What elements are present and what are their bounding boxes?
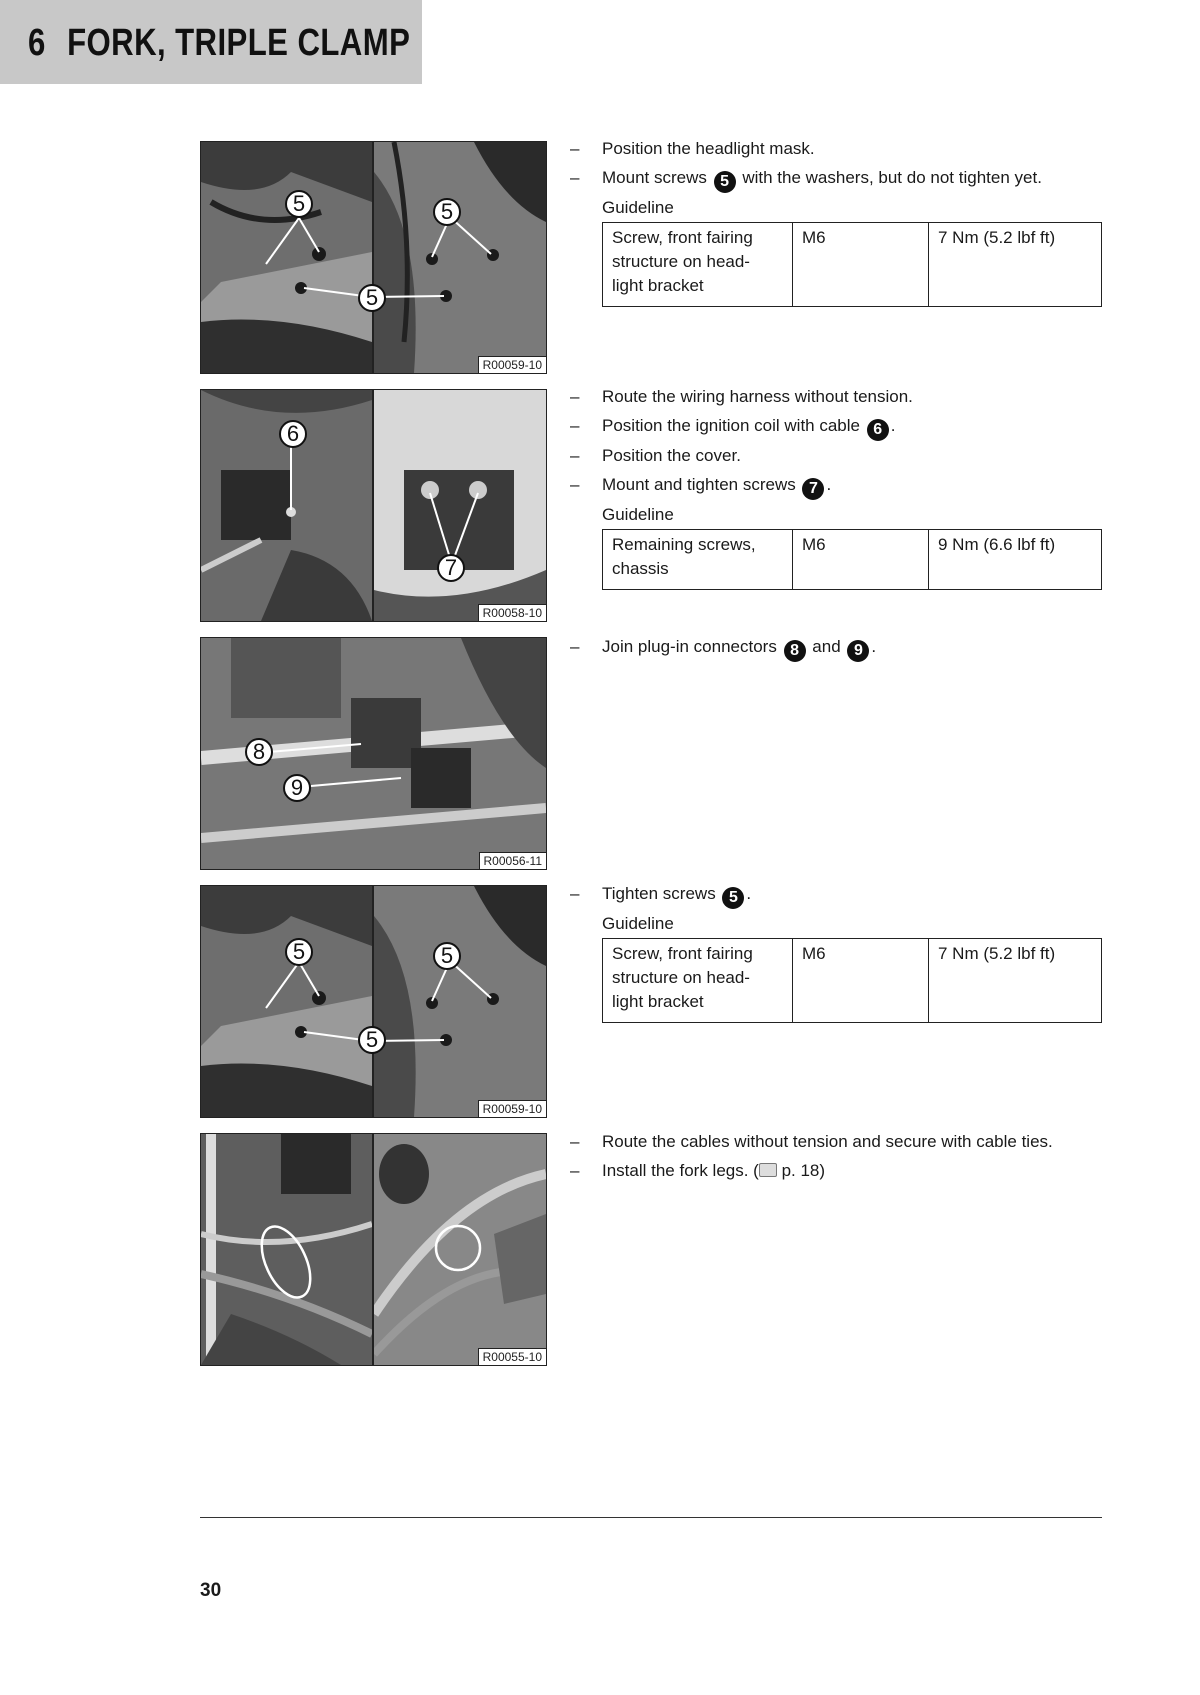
table-cell-thread: M6 [793, 939, 929, 1023]
step: – Tighten screws 5 . [570, 879, 1102, 909]
guideline-label: Guideline [602, 198, 674, 217]
step: – Position the headlight mask. [570, 139, 815, 158]
step: – Position the ignition coil with cable 6 . [570, 411, 1102, 441]
callout-number: 5 [714, 171, 736, 193]
figure-code: R00059-10 [478, 1100, 546, 1117]
instruction-block [570, 134, 1102, 307]
table-cell-part: Remaining screws, chassis [603, 530, 793, 590]
photo-right-panel [374, 390, 546, 621]
callout-number: 7 [802, 478, 824, 500]
photo-left-panel [201, 886, 374, 1117]
table-cell-thread: M6 [793, 530, 929, 590]
callout-5: 5 [358, 284, 386, 312]
page-number: 30 [200, 1580, 222, 1601]
chapter-number: 6 [28, 22, 46, 64]
callout-5: 5 [285, 938, 313, 966]
figure-photo [200, 1133, 547, 1366]
table-cell-torque: 7 Nm (5.2 lbf ft) [929, 223, 1102, 307]
callout-5: 5 [358, 1026, 386, 1054]
instruction-block [570, 1127, 1102, 1185]
torque-table [602, 529, 1102, 590]
step: – Install the fork legs. ( p. 18) [570, 1161, 826, 1180]
callout-number: 9 [847, 640, 869, 662]
chapter-header [0, 0, 422, 84]
photo-right-panel [374, 142, 546, 373]
step: – Mount and tighten screws 7 . [570, 470, 1102, 500]
book-icon [759, 1163, 777, 1177]
instruction-block [570, 382, 1102, 590]
chapter-title-text: FORK, TRIPLE CLAMP [67, 22, 411, 64]
step: – Route the wiring harness without tension. [570, 387, 913, 406]
instruction-block [570, 879, 1102, 1023]
guideline-label: Guideline [602, 914, 674, 933]
callout-6: 6 [279, 420, 307, 448]
figure-photo [200, 637, 547, 870]
torque-table [602, 938, 1102, 1023]
instruction-block [570, 632, 1102, 662]
callout-5: 5 [433, 198, 461, 226]
photo-right-panel [374, 1134, 546, 1365]
torque-table [602, 222, 1102, 307]
figure-photo [200, 885, 547, 1118]
figure-photo [200, 141, 547, 374]
guideline-label: Guideline [602, 505, 674, 524]
figure-code: R00058-10 [478, 604, 546, 621]
figure-code: R00056-11 [479, 852, 547, 869]
photo-right-panel [374, 886, 546, 1117]
callout-number: 8 [784, 640, 806, 662]
footer-divider [200, 1517, 1102, 1518]
step: – Join plug-in connectors 8 and 9 . [570, 632, 1102, 662]
callout-9: 9 [283, 774, 311, 802]
step: – Position the cover. [570, 446, 741, 465]
callout-number: 6 [867, 419, 889, 441]
table-cell-part: Screw, front fairing structure on head- light bracket [603, 223, 793, 307]
table-cell-torque: 9 Nm (6.6 lbf ft) [929, 530, 1102, 590]
step: – Mount screws 5 with the washers, but do not tighten yet. [570, 163, 1102, 193]
figure-code: R00055-10 [478, 1348, 546, 1365]
figure-photo [200, 389, 547, 622]
callout-5: 5 [433, 942, 461, 970]
photo-left-panel [201, 1134, 374, 1365]
callout-7: 7 [437, 554, 465, 582]
table-cell-torque: 7 Nm (5.2 lbf ft) [929, 939, 1102, 1023]
callout-5: 5 [285, 190, 313, 218]
callout-number: 5 [722, 887, 744, 909]
chapter-title [28, 22, 410, 65]
figure-code: R00059-10 [478, 356, 546, 373]
photo-left-panel [201, 142, 374, 373]
page-reference-link[interactable]: p. 18) [781, 1161, 826, 1180]
callout-8: 8 [245, 738, 273, 766]
table-cell-thread: M6 [793, 223, 929, 307]
table-cell-part: Screw, front fairing structure on head- light bracket [603, 939, 793, 1023]
step: – Route the cables without tension and secure with cable ties. [570, 1132, 1053, 1151]
